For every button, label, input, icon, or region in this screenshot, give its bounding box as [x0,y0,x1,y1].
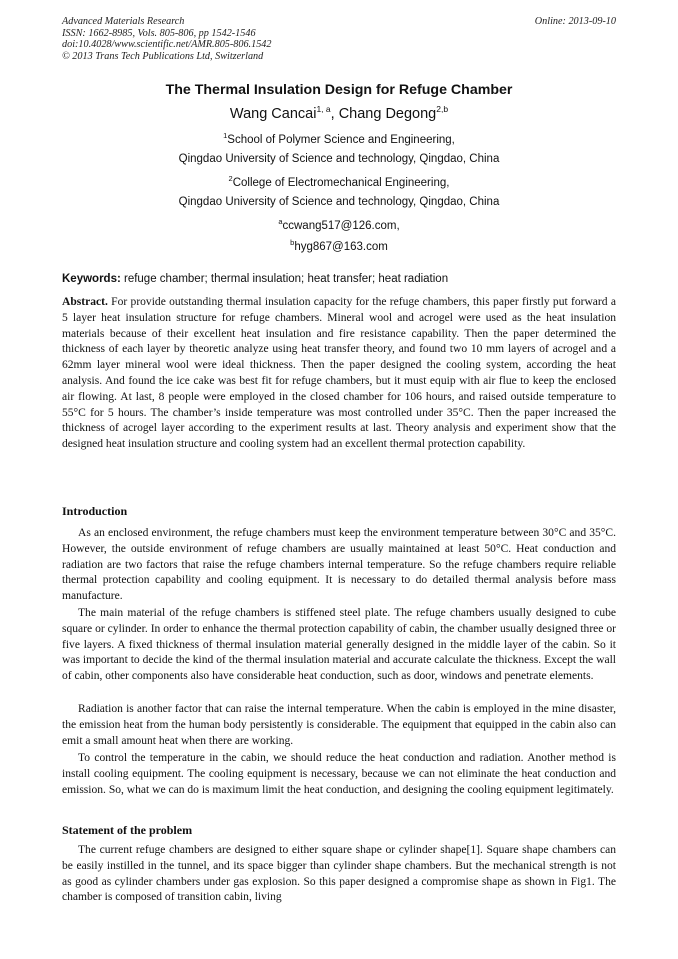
problem-paragraph-1: The current refuge chambers are designed to either square shape or cylinder shape[1]. Square shape chambers can be easily instilled in the tunnel, and its space bigger than cylinder shape chambers. But the mechanical strength is not as good as cylinder chambers under gas explosion. So this paper designed a compromise shape as shown in Fig1. The chamber is composed of transition cabin, living [62,844,616,904]
email-2 [0,238,678,253]
keywords-label: Keywords: [62,273,121,285]
doi-line: doi:10.4028/www.scientific.net/AMR.805-806.1542 [62,39,272,51]
author-line [0,104,678,122]
affiliation-2-sup: 2 [228,174,233,183]
author-2-name: Chang Degong [338,105,437,122]
abstract-label: Abstract. [62,296,108,308]
copyright-line: © 2013 Trans Tech Publications Ltd, Switzerland [62,50,264,62]
introduction-heading: Introduction [62,504,128,518]
affiliation-2-text: College of Electromechanical Engineering, [232,176,450,189]
email-1-sup: a [278,217,283,226]
problem-heading: Statement of the problem [62,823,193,837]
author-1-sup: 1, a [316,104,331,114]
abstract-paragraph [62,295,616,453]
paper-title: The Thermal Insulation Design for Refuge Chamber [165,82,513,98]
author-separator: , [330,105,339,122]
intro-paragraph-1: As an enclosed environment, the refuge chambers must keep the environment temperature between 30°C and 35°C. However, the outside environment of refuge chambers are usually maintained at least 50°C. Heat conduction and radiation are two factors that raise the refuge chambers internal temperature. So the refuge chambers require reliable thermal protection capability and cooling equipment. It is necessary to do detailed thermal analysis before mass manufacture. [62,527,616,603]
author-1-name: Wang Cancai [229,105,317,122]
author-2-sup: 2,b [436,104,449,114]
affiliation-2-line-2: Qingdao University of Science and technology, Qingdao, China [178,196,500,208]
journal-name: Advanced Materials Research [62,16,185,27]
email-1-text: ccwang517@126.com, [282,219,400,232]
abstract-text: For provide outstanding thermal insulation capacity for the refuge chambers, this paper firstly put forward a 5 layer heat insulation structure for refuge chambers. Mineral wool and acrogel were used as the heat insulation materials because of their excellent heat insulation and fire resistance capability. Then the paper determined the thickness of each layer by theoretic analyze using heat transfer theory, and found two 10 mm layers of acrogel and a 62mm layer mineral wool were ideal thickness. Then the paper designed the cooling system, according the heat analysis. And found the ice cake was best fit for refuge chambers, but it must equip with air flue to keep the enclosed air flowing. At last, 8 people were employed in the closed chamber for 106 hours, and raised outside temperature to 55°C for 5 hours. The chamber’s inside temperature was most controlled under 35°C. Then the paper increased the thickness of acrogel layer according to the experiment results at last. Theory analysis and experiment show that the designed heat insulation structure and cooling system had an excellent thermal protection capability. [62,296,616,451]
email-2-sup: b [290,238,295,247]
email-2-text: hyg867@163.com [294,240,388,253]
online-date: Online: 2013-09-10 [534,16,616,27]
intro-paragraph-3: Radiation is another factor that can raise the internal temperature. When the cabin is employed in the mine disaster, the emission heat from the human body persistently is considerable. The equipment that equipped in the cabin also can emit a small amount heat when there are working. [62,703,616,747]
email-1 [0,217,678,232]
affiliation-1-line-2: Qingdao University of Science and technology, Qingdao, China [178,153,500,165]
affiliation-2-line-1 [0,174,678,189]
affiliation-1-line-1 [0,131,678,146]
affiliation-1-sup: 1 [223,131,228,140]
keywords-line [62,273,617,285]
intro-paragraph-2: The main material of the refuge chambers is stiffened steel plate. The refuge chambers usually designed to cube square or cylinder. In order to enhance the thermal protection capability of cabin, the chamber usually designed three or five layers. A fixed thickness of thermal insulation material generally designed in the middle layer of the cabin. So it was important to decide the kind of the thermal insulation material and accurate calculate the thickness. Except the wall of cabin, other components also have considerable heat conduction, such as door, windows and penetrate elements. [62,607,616,683]
journal-header [62,16,616,62]
affiliation-1-text: School of Polymer Science and Engineering, [227,133,455,146]
issn-line: ISSN: 1662-8985, Vols. 805-806, pp 1542-1546 [62,27,256,39]
intro-paragraph-4: To control the temperature in the cabin, we should reduce the heat conduction and radiation. Another method is install cooling equipment. The cooling equipment is necessary, because we can not eliminate the heat conduction and emission. So, what we can do is maximum limit the heat conduction, and designing the cooling equipment legitimately. [62,752,616,796]
keywords-text: refuge chamber; thermal insulation; heat transfer; heat radiation [120,273,449,285]
